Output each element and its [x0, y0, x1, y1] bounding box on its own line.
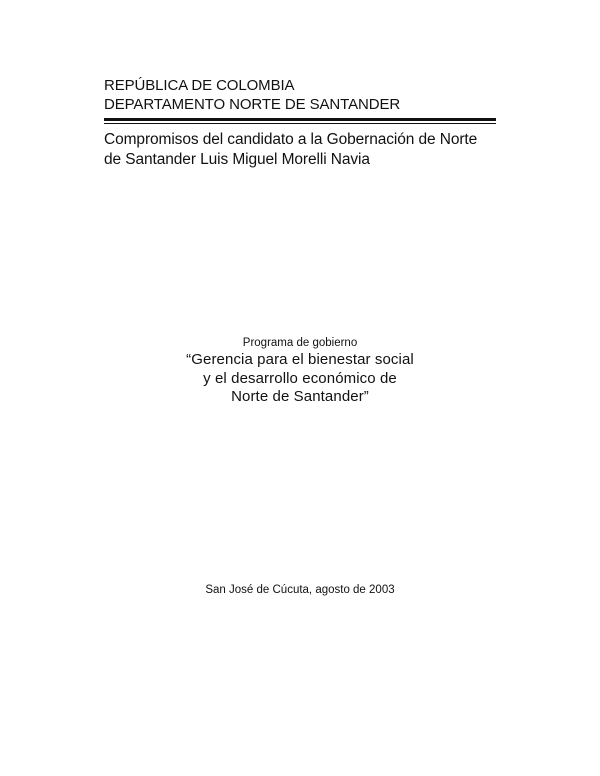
program-label: Programa de gobierno — [242, 337, 358, 349]
header-rule-thin — [104, 123, 496, 124]
place-date: San José de Cúcuta, agosto de 2003 — [205, 584, 395, 596]
country-name: REPÚBLICA DE COLOMBIA — [104, 77, 295, 94]
program-title-line-1: “Gerencia para el bienestar social — [186, 351, 414, 368]
program-title — [150, 351, 450, 407]
header-rule-thick — [104, 118, 496, 121]
program-title-line-2: y el desarrollo económico de — [203, 369, 397, 387]
subtitle-line-1: Compromisos del candidato a la Gobernación de Norte — [104, 131, 478, 148]
department-name: DEPARTAMENTO NORTE DE SANTANDER — [104, 96, 401, 113]
document-header — [104, 76, 496, 124]
subtitle-line-2: de Santander Luis Miguel Morelli Navia — [104, 151, 370, 168]
program-title-line-3: Norte de Santander” — [231, 388, 369, 405]
document-subtitle — [104, 130, 504, 170]
program-block — [150, 336, 450, 407]
